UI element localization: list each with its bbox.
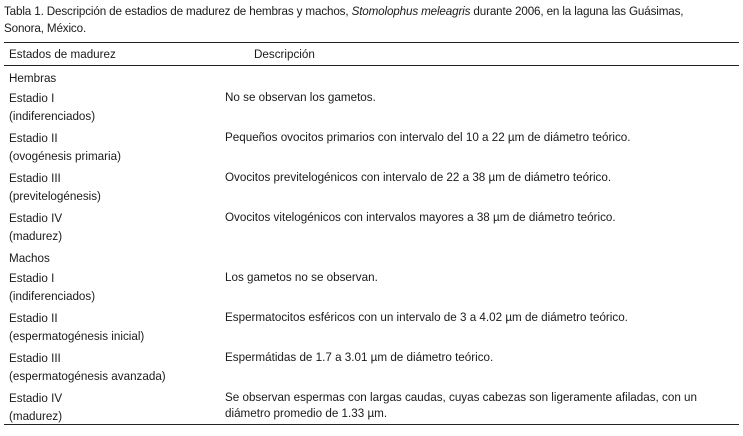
header-description: Descripción — [254, 47, 315, 61]
stage-description: Se observan espermas con largas caudas, cuyas cabezas son ligeramente afiladas, con un diámetro promedio de 1.33 µm. — [225, 390, 697, 420]
table-row — [4, 346, 739, 386]
caption-species: Stomolophus meleagris — [351, 4, 471, 18]
table-row — [4, 306, 739, 346]
stage-description: No se observan los gametos. — [225, 90, 376, 104]
stage-subtitle: (indiferenciados) — [9, 109, 96, 123]
stage-name: Estadio II — [9, 311, 58, 325]
stage-description: Pequeños ovocitos primarios con intervalo del 10 a 22 µm de diámetro teórico. — [225, 130, 631, 144]
stage-name: Estadio I — [9, 271, 55, 285]
stage-subtitle: (ovogénesis primaria) — [9, 149, 121, 163]
stage-description: Espermátidas de 1.7 a 3.01 µm de diámetro teórico. — [225, 350, 494, 364]
table-row — [4, 266, 739, 306]
stage-subtitle: (espermatogénesis avanzada) — [9, 369, 166, 383]
stage-subtitle: (madurez) — [9, 409, 63, 423]
table-row — [4, 206, 739, 246]
stage-name: Estadio IV — [9, 391, 63, 405]
stage-name: Estadio III — [9, 351, 61, 365]
group-label-text: Hembras — [9, 71, 57, 85]
stage-description: Ovocitos previtelogénicos con intervalo de 22 a 38 µm de diámetro teórico. — [225, 170, 612, 184]
group-label-text: Machos — [9, 251, 50, 265]
stage-subtitle: (madurez) — [9, 229, 63, 243]
table-row — [4, 166, 739, 206]
stage-name: Estadio I — [9, 91, 55, 105]
table-row — [4, 126, 739, 166]
table-row — [4, 86, 739, 126]
maturity-table — [4, 42, 739, 425]
stage-subtitle: (previtelogénesis) — [9, 189, 101, 203]
header-stage: Estados de madurez — [9, 47, 116, 61]
table-body — [4, 66, 739, 424]
stage-name: Estadio II — [9, 131, 58, 145]
table-header — [4, 43, 739, 66]
stage-subtitle: (espermatogénesis inicial) — [9, 329, 145, 343]
stage-subtitle: (indiferenciados) — [9, 289, 96, 303]
stage-description: Ovocitos vitelogénicos con intervalos mayores a 38 µm de diámetro teórico. — [225, 210, 616, 224]
table-row — [4, 386, 739, 424]
stage-name: Estadio IV — [9, 211, 63, 225]
stage-description: Los gametos no se observan. — [225, 270, 378, 284]
group-label — [4, 66, 739, 86]
caption-suffix: durante 2006, en la laguna las Guásimas, — [470, 4, 684, 18]
stage-name: Estadio III — [9, 171, 61, 185]
group-label — [4, 246, 739, 266]
table-caption — [4, 3, 743, 37]
caption-prefix: Tabla 1. Descripción de estadios de madurez de hembras y machos, — [4, 4, 352, 18]
stage-description: Espermatocitos esféricos con un intervalo de 3 a 4.02 µm de diámetro teórico. — [225, 310, 628, 324]
caption-line2: Sonora, México. — [4, 21, 87, 35]
